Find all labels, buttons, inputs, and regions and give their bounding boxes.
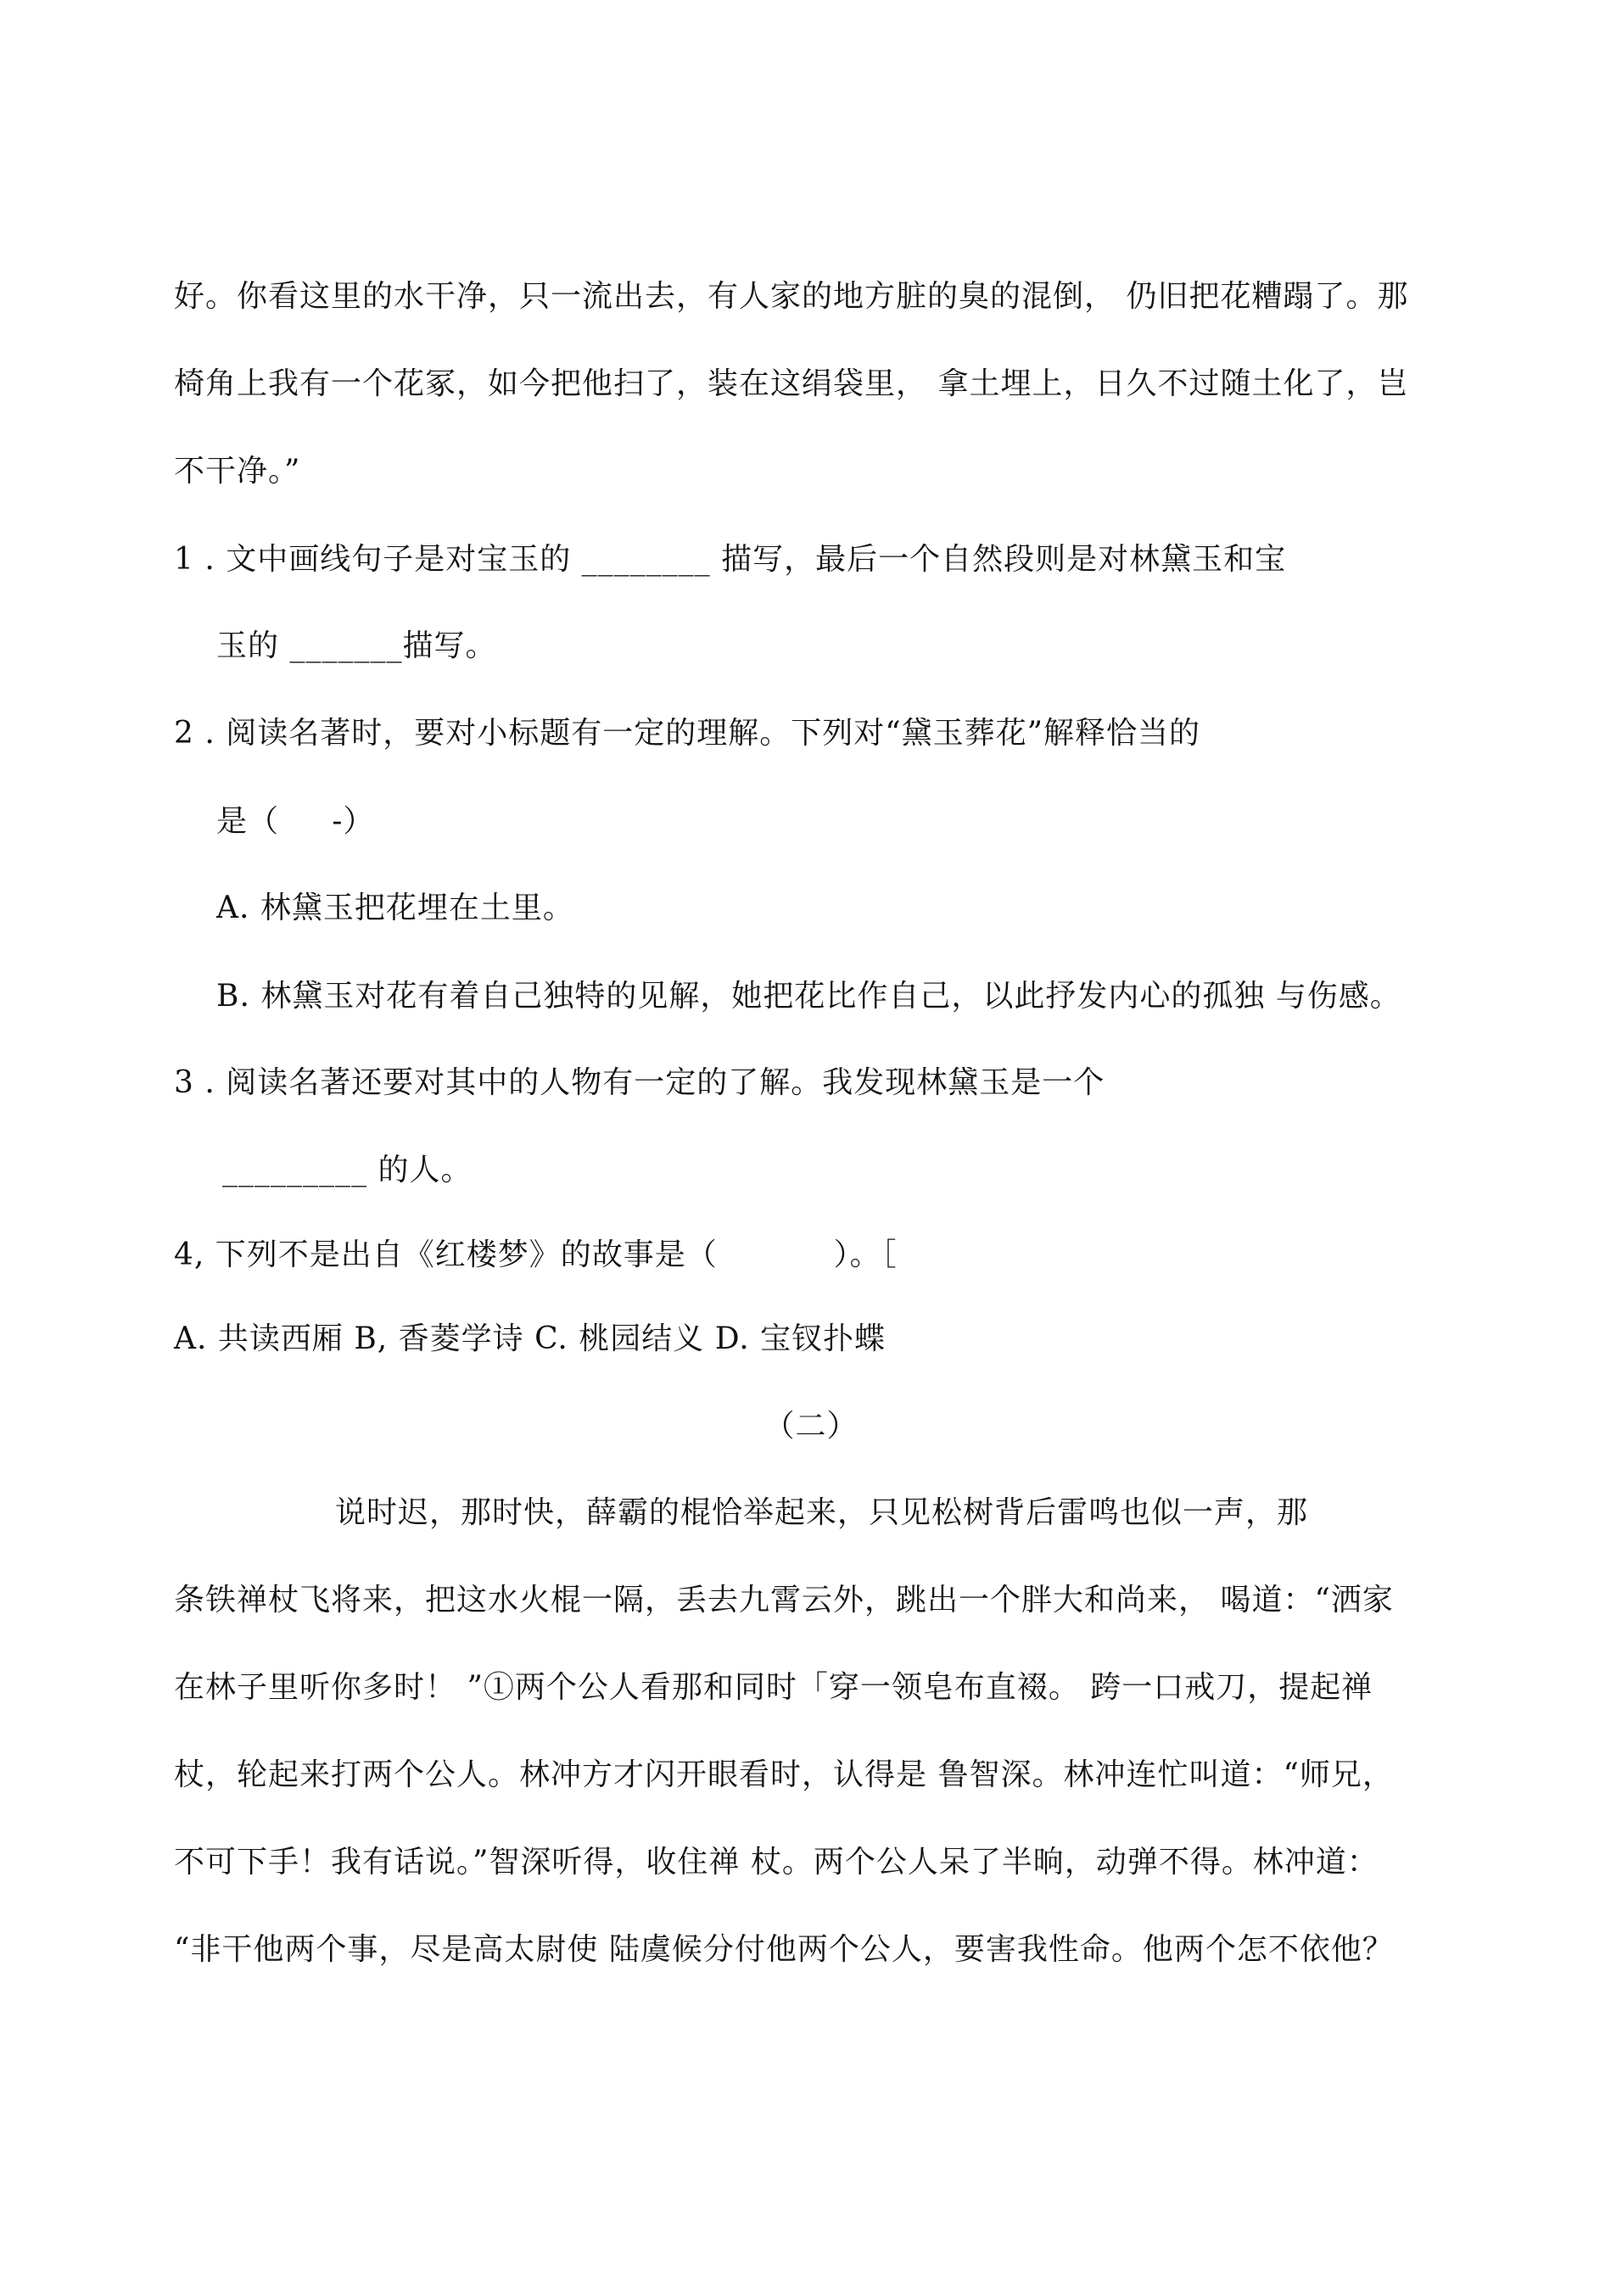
question-4-options: A. 共读西厢 B, 香菱学诗 C. 桃园结义 D. 宝钗扑蝶 [174, 1321, 887, 1356]
passage-line: 椅角上我有一个花冢，如今把他扫了，装在这绢袋里， 拿土埋上，日久不过随土化了，岂 [174, 366, 1409, 401]
passage-line: 不干净。” [174, 454, 301, 489]
question-2-option-b: B. 林黛玉对花有着自己独特的见解，她把花比作自己，以此抒发内心的孤独 与伤感。 [216, 979, 1401, 1014]
question-2: 2 . 阅读名著时，要对小标题有一定的理解。下列对“黛玉葬花”解释恰当的 [174, 716, 1201, 751]
passage-line: 条铁禅杖飞将来，把这水火棍一隔，丢去九霄云外，跳出一个胖大和尚来， 喝道：“洒家 [174, 1583, 1394, 1617]
question-2-continued: 是（ -） [216, 804, 375, 839]
question-2-option-a: A. 林黛玉把花埋在土里。 [216, 891, 574, 925]
passage-line: 说时迟，那时快，薛霸的棍恰举起来，只见松树背后雷鸣也似一声，那 [335, 1495, 1309, 1530]
question-4: 4, 下列不是出自《红楼梦》的故事是（ ）。［ [174, 1237, 898, 1272]
question-3: 3 . 阅读名著还要对其中的人物有一定的了解。我发现林黛玉是一个 [174, 1065, 1105, 1100]
passage-line: “非干他两个事，尽是高太尉使 陆虞候分付他两个公人，要害我性命。他两个怎不依他？ [174, 1932, 1394, 1967]
passage-line: 杖，轮起来打两个公人。林冲方才闪开眼看时，认得是 鲁智深。林冲连忙叫道：“师兄， [174, 1757, 1394, 1792]
section-heading: （二） [763, 1409, 859, 1444]
passage-line: 不可下手！我有话说。”智深听得，收住禅 杖。两个公人呆了半晌，动弹不得。林冲道： [174, 1845, 1379, 1880]
question-1: 1 . 文中画线句子是对宝玉的 ________ 描写，最后一个自然段则是对林黛玉和宝 [174, 542, 1287, 577]
question-1-continued: 玉的 _______描写。 [216, 628, 497, 663]
passage-line: 在林子里听你多时！ ”①两个公人看那和同时「穿一领皂布直裰。 跨一口戒刀，提起禅 [174, 1670, 1373, 1705]
question-3-continued: _________ 的人。 [222, 1153, 473, 1187]
passage-line: 好。你看这里的水干净，只一流出去，有人家的地方脏的臭的混倒， 仍旧把花糟蹋了。那 [174, 279, 1409, 314]
